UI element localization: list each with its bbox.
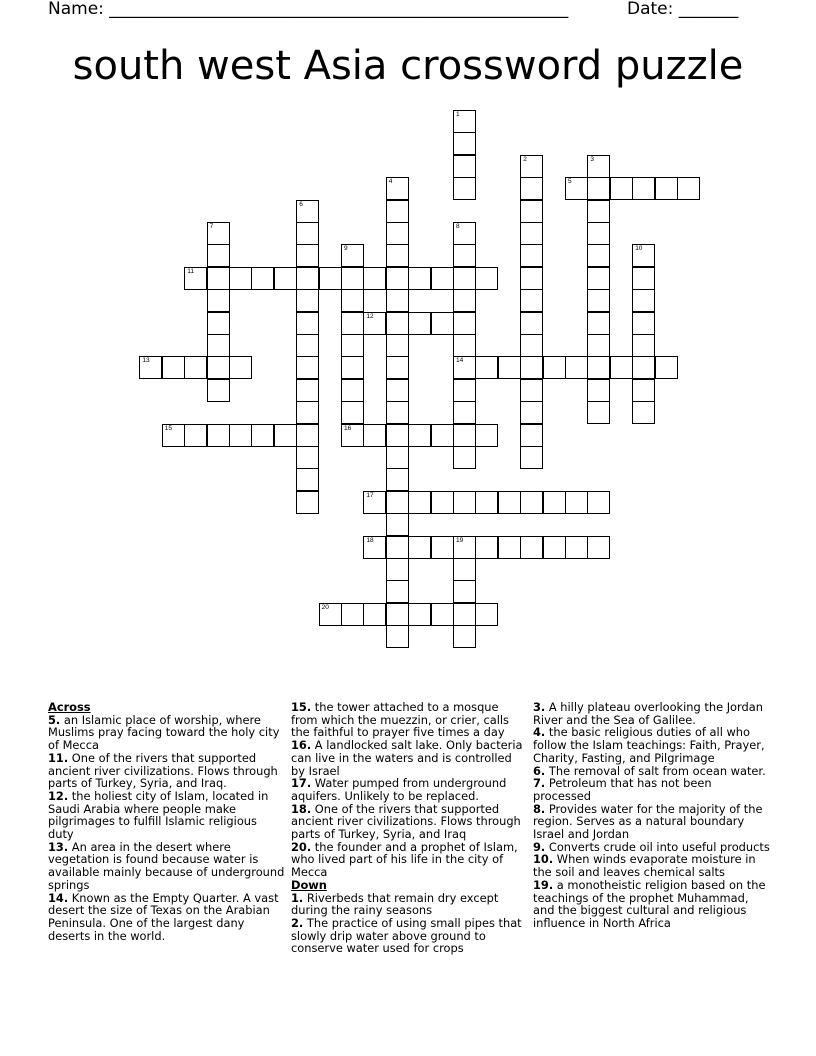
grid-cell[interactable] — [520, 379, 543, 402]
cell-number: 11 — [187, 267, 194, 275]
grid-cell[interactable] — [207, 244, 230, 267]
grid-cell[interactable] — [475, 267, 498, 290]
grid-cell[interactable] — [386, 177, 409, 200]
grid-cell[interactable] — [386, 468, 409, 491]
cell-number: 2 — [523, 155, 527, 163]
grid-cell[interactable] — [632, 244, 655, 267]
grid-cell[interactable] — [565, 536, 588, 559]
grid-cell[interactable] — [587, 356, 610, 379]
clue-down-2: 2. The practice of using small pipes that slowly drip water above ground to conserve water used for crops — [291, 915, 522, 956]
grid-cell[interactable] — [587, 312, 610, 335]
grid-cell[interactable] — [386, 424, 409, 447]
grid-cell[interactable] — [431, 536, 454, 559]
cell-number: 1 — [456, 111, 460, 118]
grid-cell[interactable] — [520, 356, 543, 379]
grid-cell[interactable] — [363, 424, 386, 447]
grid-cell[interactable] — [386, 312, 409, 335]
grid-cell[interactable] — [520, 491, 543, 514]
cell-number: 15 — [164, 424, 173, 432]
cell-number: 16 — [344, 424, 352, 432]
cell-number: 14 — [456, 357, 464, 365]
grid-cell[interactable] — [408, 491, 431, 514]
grid-cell[interactable] — [341, 603, 364, 626]
grid-cell[interactable] — [520, 267, 543, 290]
clue-across-5: 5. an Islamic place of worship, where Muslims pray facing toward the holy city of Mecca — [48, 712, 280, 753]
cell-number: 17 — [366, 491, 374, 499]
cell-number: 4 — [388, 178, 393, 186]
grid-cell[interactable] — [520, 334, 543, 357]
grid-cell[interactable] — [139, 356, 162, 379]
grid-cell[interactable] — [632, 289, 655, 312]
grid-cell[interactable] — [632, 312, 655, 335]
grid-cell[interactable] — [520, 446, 543, 469]
grid-cell[interactable] — [453, 603, 476, 626]
grid-cell[interactable] — [341, 356, 364, 379]
grid-cell[interactable] — [587, 379, 610, 402]
grid-cell[interactable] — [632, 401, 655, 424]
grid-cell[interactable] — [341, 244, 364, 267]
clue-down-7: 7. Petroleum that has not been processed — [533, 776, 712, 803]
grid-cell[interactable] — [632, 334, 655, 357]
grid-cell[interactable] — [453, 110, 476, 133]
grid-cell[interactable] — [632, 267, 655, 290]
grid-cell[interactable] — [341, 267, 364, 290]
grid-cell[interactable] — [162, 424, 185, 447]
grid-cell[interactable] — [251, 424, 274, 447]
grid-cell[interactable] — [386, 222, 409, 245]
grid-cell[interactable] — [475, 424, 498, 447]
grid-cell[interactable] — [498, 356, 521, 379]
grid-cell[interactable] — [520, 244, 543, 267]
grid-cell[interactable] — [453, 356, 476, 379]
grid-cell[interactable] — [520, 401, 543, 424]
grid-cell[interactable] — [296, 289, 319, 312]
grid-cell[interactable] — [431, 491, 454, 514]
clue-down-3: 3. A hilly plateau overlooking the Jordan River and the Sea of Galilee. — [533, 700, 763, 727]
grid-cell[interactable] — [386, 401, 409, 424]
grid-cell[interactable] — [453, 222, 476, 245]
grid-cell[interactable] — [319, 267, 342, 290]
grid-cell[interactable] — [408, 536, 431, 559]
grid-cell[interactable] — [520, 177, 543, 200]
grid-cell[interactable] — [453, 312, 476, 335]
grid-cell[interactable] — [453, 536, 476, 559]
grid-cell[interactable] — [274, 267, 297, 290]
grid-cell[interactable] — [184, 356, 207, 379]
grid-cell[interactable] — [453, 289, 476, 312]
grid-cell[interactable] — [565, 177, 588, 200]
grid-cell[interactable] — [296, 379, 319, 402]
grid-cell[interactable] — [296, 244, 319, 267]
grid-cell[interactable] — [207, 424, 230, 447]
across-heading: Across — [48, 700, 91, 714]
grid-cell[interactable] — [408, 267, 431, 290]
grid-cell[interactable] — [655, 177, 678, 200]
clue-across-17: 17. Water pumped from underground aquifers. Unlikely to be replaced. — [291, 776, 507, 803]
grid-cell[interactable] — [431, 312, 454, 335]
grid-cell[interactable] — [184, 267, 207, 290]
grid-cell[interactable] — [453, 177, 476, 200]
grid-cell[interactable] — [341, 312, 364, 335]
clue-across-18: 18. One of the rivers that supported ancient river civilizations. Flows through parts of Turkey, Syria, and Iraq — [291, 801, 521, 842]
grid-cell[interactable] — [386, 558, 409, 581]
clue-across-13: 13. An area in the desert where vegetation is found because water is available mainly because of underground springs — [48, 839, 285, 892]
grid-cell[interactable] — [587, 401, 610, 424]
cell-number: 5 — [568, 178, 572, 186]
grid-cell[interactable] — [475, 536, 498, 559]
grid-cell[interactable] — [453, 558, 476, 581]
grid-cell[interactable] — [543, 491, 566, 514]
grid-cell[interactable] — [632, 356, 655, 379]
grid-cell[interactable] — [587, 289, 610, 312]
grid-cell[interactable] — [386, 334, 409, 357]
grid-cell[interactable] — [453, 580, 476, 603]
page-title: south west Asia crossword puzzle — [72, 43, 744, 89]
grid-cell[interactable] — [386, 536, 409, 559]
grid-cell[interactable] — [207, 267, 230, 290]
grid-cell[interactable] — [341, 379, 364, 402]
clue-down-1: 1. Riverbeds that remain dry except during the rainy seasons — [291, 890, 499, 918]
grid-cell[interactable] — [610, 356, 633, 379]
grid-cell[interactable] — [453, 625, 476, 648]
grid-cell[interactable] — [453, 401, 476, 424]
clue-across-20: 20. the founder and a prophet of Islam, who lived part of his life in the city of Mecca — [291, 839, 518, 880]
grid-cell[interactable] — [453, 334, 476, 357]
grid-cell[interactable] — [587, 177, 610, 200]
grid-cell[interactable] — [386, 379, 409, 402]
clue-across-14: 14. Known as the Empty Quarter. A vast desert the size of Texas on the Arabian Peninsula. One of the largest dany deserts in the world. — [48, 890, 279, 943]
grid-cell[interactable] — [207, 312, 230, 335]
grid-cell[interactable] — [386, 625, 409, 648]
grid-cell[interactable] — [363, 603, 386, 626]
grid-cell[interactable] — [475, 491, 498, 514]
grid-cell[interactable] — [386, 244, 409, 267]
grid-cell[interactable] — [543, 356, 566, 379]
clues-column-1 — [48, 701, 286, 942]
grid-cell[interactable] — [296, 401, 319, 424]
cell-number: 9 — [344, 245, 348, 253]
grid-cell[interactable] — [296, 446, 319, 469]
clues-column-3 — [533, 701, 773, 930]
grid-cell[interactable] — [520, 200, 543, 223]
grid-cell[interactable] — [207, 379, 230, 402]
cell-number: 13 — [142, 357, 150, 365]
grid-cell[interactable] — [632, 177, 655, 200]
grid-cell[interactable] — [453, 155, 476, 178]
cell-number: 10 — [635, 245, 643, 253]
grid-cell[interactable] — [184, 424, 207, 447]
grid-cell[interactable] — [587, 155, 610, 178]
grid-cell[interactable] — [207, 222, 230, 245]
grid-cell[interactable] — [363, 536, 386, 559]
cell-number: 8 — [456, 223, 460, 230]
clue-down-6: 6. The removal of salt from ocean water. — [533, 763, 766, 778]
grid-cell[interactable] — [386, 267, 409, 290]
grid-cell[interactable] — [587, 491, 610, 514]
clues-column-2 — [291, 701, 527, 955]
grid-cell[interactable] — [587, 200, 610, 223]
grid-cell[interactable] — [386, 603, 409, 626]
grid-cell[interactable] — [296, 424, 319, 447]
grid-cell[interactable] — [341, 424, 364, 447]
grid-cell[interactable] — [341, 401, 364, 424]
grid-cell[interactable] — [296, 468, 319, 491]
grid-cell[interactable] — [296, 222, 319, 245]
grid-cell[interactable] — [162, 356, 185, 379]
cell-number: 7 — [209, 223, 214, 230]
grid-cell[interactable] — [363, 267, 386, 290]
grid-cell[interactable] — [386, 513, 409, 536]
grid-cell[interactable] — [610, 177, 633, 200]
grid-cell[interactable] — [341, 334, 364, 357]
clue-across-11: 11. One of the rivers that supported ancient river civilizations. Flows through parts of Turkey, Syria, and Iraq. — [48, 750, 278, 791]
cell-number: 19 — [456, 536, 464, 544]
grid-cell[interactable] — [229, 267, 252, 290]
clue-down-10: 10. When winds evaporate moisture in the soil and leaves chemical salts — [533, 852, 756, 880]
grid-cell[interactable] — [207, 289, 230, 312]
grid-cell[interactable] — [453, 132, 476, 155]
grid-cell[interactable] — [296, 312, 319, 335]
cell-number: 6 — [299, 200, 303, 208]
grid-cell[interactable] — [453, 446, 476, 469]
grid-cell[interactable] — [587, 222, 610, 245]
grid-cell[interactable] — [386, 356, 409, 379]
grid-cell[interactable] — [587, 267, 610, 290]
grid-cell[interactable] — [587, 334, 610, 357]
grid-cell[interactable] — [251, 267, 274, 290]
clue-across-16: 16. A landlocked salt lake. Only bacteria can live in the waters and is controlled by Israel — [291, 738, 523, 778]
clue-down-19: 19. a monotheistic religion based on the teachings of the prophet Muhammad, and the biggest cultural and religious influence in North Africa — [533, 877, 766, 930]
cell-number: 12 — [366, 312, 374, 320]
grid-cell[interactable] — [296, 200, 319, 223]
grid-cell[interactable] — [408, 424, 431, 447]
grid-cell[interactable] — [587, 536, 610, 559]
grid-cell[interactable] — [386, 289, 409, 312]
grid-cell[interactable] — [655, 356, 678, 379]
grid-cell[interactable] — [319, 603, 342, 626]
grid-cell[interactable] — [520, 222, 543, 245]
grid-cell[interactable] — [453, 267, 476, 290]
grid-cell[interactable] — [565, 356, 588, 379]
clue-across-15: 15. the tower attached to a mosque from which the muezzin, or crier, calls the faithful to prayer five times a day — [291, 700, 509, 740]
grid-cell[interactable] — [274, 424, 297, 447]
grid-cell[interactable] — [431, 603, 454, 626]
date-field-label: Date: _______ — [627, 0, 739, 19]
cell-number: 3 — [590, 155, 595, 163]
grid-cell[interactable] — [498, 491, 521, 514]
grid-cell[interactable] — [363, 312, 386, 335]
cell-number: 18 — [366, 536, 374, 544]
grid-cell[interactable] — [632, 379, 655, 402]
grid-cell[interactable] — [431, 267, 454, 290]
grid-cell[interactable] — [386, 200, 409, 223]
grid-cell[interactable] — [296, 491, 319, 514]
name-field-label: Name: ______________________________________________________ — [48, 0, 569, 19]
grid-cell[interactable] — [543, 536, 566, 559]
grid-cell[interactable] — [386, 491, 409, 514]
grid-cell[interactable] — [475, 603, 498, 626]
grid-cell[interactable] — [296, 267, 319, 290]
grid-cell[interactable] — [341, 289, 364, 312]
grid-cell[interactable] — [520, 536, 543, 559]
grid-cell[interactable] — [520, 424, 543, 447]
grid-cell[interactable] — [229, 356, 252, 379]
grid-cell[interactable] — [520, 312, 543, 335]
grid-cell[interactable] — [587, 244, 610, 267]
grid-cell[interactable] — [386, 580, 409, 603]
grid-cell[interactable] — [431, 424, 454, 447]
grid-cell[interactable] — [475, 356, 498, 379]
grid-cell[interactable] — [453, 379, 476, 402]
cell-number: 20 — [321, 603, 329, 611]
grid-cell[interactable] — [207, 334, 230, 357]
grid-cell[interactable] — [207, 356, 230, 379]
grid-cell[interactable] — [296, 334, 319, 357]
grid-cell[interactable] — [408, 312, 431, 335]
grid-cell[interactable] — [520, 289, 543, 312]
grid-cell[interactable] — [498, 536, 521, 559]
grid-cell[interactable] — [408, 603, 431, 626]
grid-cell[interactable] — [363, 491, 386, 514]
down-heading: Down — [291, 877, 327, 892]
grid-cell[interactable] — [453, 424, 476, 447]
grid-cell[interactable] — [453, 244, 476, 267]
grid-cell[interactable] — [229, 424, 252, 447]
grid-cell[interactable] — [386, 446, 409, 469]
clue-down-8: 8. Provides water for the majority of the region. Serves as a natural boundary Israel and Jordan — [533, 801, 763, 842]
grid-cell[interactable] — [520, 155, 543, 178]
clue-across-12: 12. the holiest city of Islam, located in Saudi Arabia where people make pilgrimages to fulfill Islamic religious duty — [48, 788, 269, 842]
grid-cell[interactable] — [453, 491, 476, 514]
clue-down-9: 9. Converts crude oil into useful products — [533, 839, 770, 854]
grid-cell[interactable] — [677, 177, 700, 200]
grid-cell[interactable] — [565, 491, 588, 514]
grid-cell[interactable] — [296, 356, 319, 379]
clue-down-4: 4. the basic religious duties of all who follow the Islam teachings: Faith, Prayer, Charity, Fasting, and Pilgrimage — [533, 725, 765, 765]
